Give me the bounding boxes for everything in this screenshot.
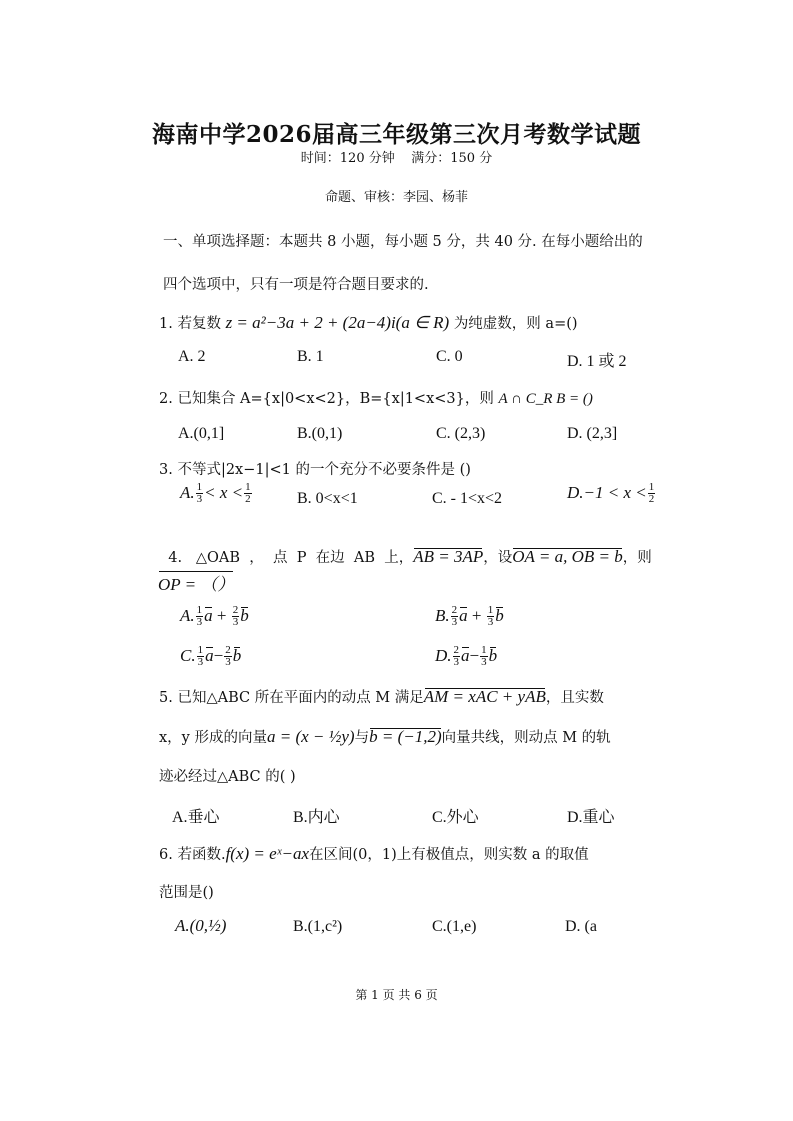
q1-suffix: 为纯虚数，则 a=() — [453, 316, 578, 332]
q1-option-a: A. 2 — [178, 348, 206, 365]
q5-math1: AM = xAC + yAB — [423, 687, 546, 706]
q5-math3: b = (−1,2) — [369, 727, 442, 746]
q3-option-a: A. $\frac{1}{3}$ < x < $\frac{1}{2}$ — [180, 481, 251, 505]
q3-option-d: D.−1 < x < $\frac{1}{2}$ — [567, 481, 655, 505]
question-5-line3: 迹必经过△ABC 的( ) — [159, 769, 296, 785]
q5-option-d: D.重心 — [567, 809, 615, 826]
question-1 — [159, 312, 578, 333]
question-4: 4. △OAB ， 点 P 在边 AB 上，AB = 3AP，设OA = a, OB = b，则 — [168, 547, 652, 566]
q1-prefix: 1. 若复数 — [159, 316, 221, 332]
q1-option-d: D. 1 或 2 — [567, 353, 627, 370]
q3-option-b: B. 0<x<1 — [297, 490, 358, 507]
q1-option-b: B. 1 — [297, 348, 324, 365]
q2-text: 2. 已知集合 A={x|0<x<2}，B={x|1<x<3}，则 — [159, 391, 494, 407]
q4-line2: OP = （） — [158, 570, 234, 595]
q5-option-b: B.内心 — [293, 809, 340, 826]
q6-option-a: A.(0,½) — [175, 916, 227, 935]
authors-line: 命题、审核：李园、杨菲 — [324, 190, 468, 205]
fraction: $\frac{1}{2}$ — [648, 481, 655, 505]
q6-option-b: B.(1,c²) — [293, 918, 343, 935]
page-title: 海南中学2026届高三年级第三次月考数学试题 — [151, 121, 641, 148]
q4-option-b: B. $\frac{2}{3}$ a + $\frac{1}{3}$ b — [435, 604, 504, 628]
q2-option-b: B.(0,1) — [297, 425, 343, 442]
q6-option-c: C.(1,e) — [432, 918, 477, 935]
q1-option-c: C. 0 — [436, 348, 463, 365]
q4-math2: OA = a, OB = b — [512, 547, 623, 566]
q6-option-d: D. (a — [565, 918, 597, 935]
fraction: $\frac{1}{2}$ — [245, 481, 251, 505]
q4-option-a: A. $\frac{1}{3}$ a + $\frac{2}{3}$ b — [180, 604, 249, 628]
q5-option-a: A.垂心 — [172, 809, 220, 826]
q2-option-a: A.(0,1] — [178, 425, 225, 442]
q4-math1: AB = 3AP — [413, 547, 484, 566]
question-6-line2: 范围是() — [159, 885, 214, 901]
page-footer: 第 1 页 共 6 页 — [355, 988, 438, 1002]
q4-option-c: C. $\frac{1}{3}$ a− $\frac{2}{3}$ b — [180, 644, 242, 668]
q2-option-d: D. (2,3] — [567, 425, 618, 442]
section-intro-line2: 四个选项中，只有一项是符合题目要求的. — [163, 277, 429, 293]
section-intro-line1: 一、单项选择题：本题共 8 小题，每小题 5 分，共 40 分. 在每小题给出的 — [163, 234, 643, 250]
q5-option-c: C.外心 — [432, 809, 479, 826]
q3-option-c: C. - 1<x<2 — [432, 490, 503, 507]
q4-prefix: 4. △OAB ， 点 P 在边 AB 上， — [168, 550, 414, 566]
q2-math: A ∩ C_R B = () — [498, 391, 593, 407]
q2-option-c: C. (2,3) — [436, 425, 486, 442]
q5-math2: a = (x − ½y) — [266, 727, 355, 746]
time-score-line: 时间：120 分钟 满分：150 分 — [300, 151, 493, 166]
question-6-line1: 6. 若函数.f(x) = eˣ−ax在区间(0，1)上有极值点，则实数 a 的取值 — [159, 844, 589, 863]
fraction: $\frac{1}{3}$ — [196, 481, 203, 505]
q1-math: z = a²−3a + 2 + (2a−4)i(a ∈ R) — [225, 313, 450, 332]
question-5-line2: x，y 形成的向量a = (x − ½y)与b = (−1,2)向量共线，则动点 M 的轨 — [159, 727, 611, 746]
question-3: 3. 不等式|2x−1|<1 的一个充分不必要条件是 () — [159, 462, 471, 478]
question-5-line1: 5. 已知△ABC 所在平面内的动点 M 满足AM = xAC + yAB，且实数 — [159, 687, 604, 706]
q4-option-d: D. $\frac{2}{3}$ a− $\frac{1}{3}$ b — [435, 644, 498, 668]
q6-math: f(x) = eˣ−ax — [225, 844, 309, 863]
question-2 — [159, 387, 593, 408]
